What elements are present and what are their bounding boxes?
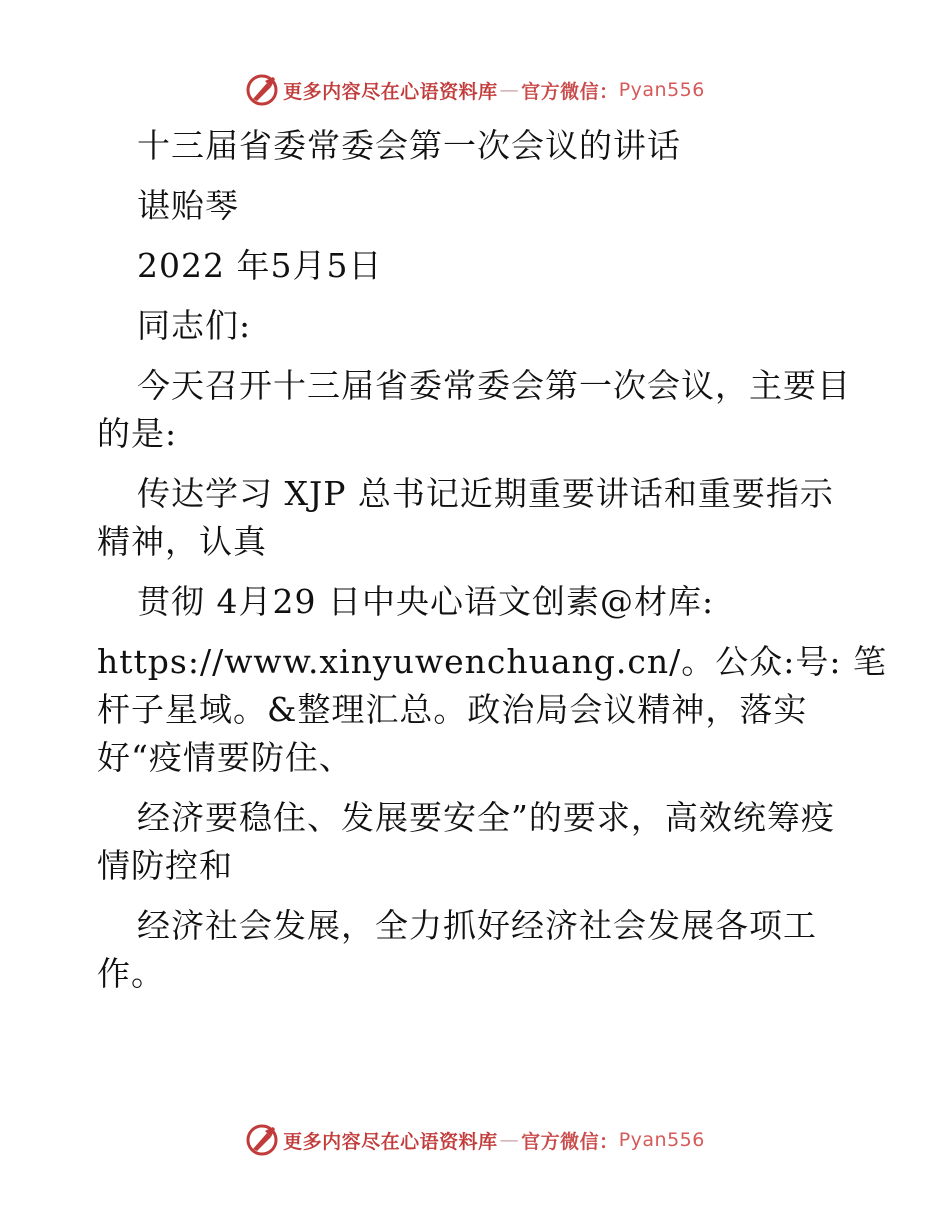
watermark-wechat-label: 官方微信： [521,80,619,103]
paragraph-line: 好“疫情要防住、 [97,738,353,777]
pen-logo-icon [245,1123,279,1157]
watermark-text: 更多内容尽在心语资料库 [283,1130,498,1153]
watermark-wechat-label: 官方微信： [521,1130,619,1153]
paragraph-line: 经济要稳住、发展要安全”的要求，高效统筹疫 [137,798,835,837]
paragraph-line: 经济社会发展，全力抓好经济社会发展各项工 [137,906,817,945]
document-date: 2022 年5月5日 [137,246,383,285]
document-body [97,122,887,998]
paragraph-line: 作。 [97,954,165,993]
watermark-account: Pyan556 [618,79,705,101]
document-author: 谌贻琴 [137,186,239,225]
paragraph-line: 传达学习 XJP 总书记近期重要讲话和重要指示 [137,474,834,513]
paragraph-line: 杆子星域。&整理汇总。政治局会议精神，落实 [97,690,808,729]
watermark-text: 更多内容尽在心语资料库 [283,80,498,103]
pen-logo-icon [245,73,279,107]
header-watermark [0,70,950,110]
paragraph-line: 今天召开十三届省委常委会第一次会议，主要目 [137,366,851,405]
paragraph-line: https://www.xinyuwenchuang.cn/。公众:号: 笔 [97,642,887,681]
paragraph-line: 情防控和 [97,846,233,885]
paragraph-line: 精神，认真 [97,522,267,561]
document-title: 十三届省委常委会第一次会议的讲话 [137,126,681,165]
paragraph-line: 贯彻 4月29 日中央心语文创素@材库: [137,582,715,621]
footer-watermark [0,1120,950,1160]
watermark-separator: — [499,1129,520,1151]
watermark-account: Pyan556 [618,1129,705,1151]
watermark-separator: — [499,79,520,101]
document-salutation: 同志们: [137,306,252,345]
paragraph-line: 的是: [97,414,178,453]
